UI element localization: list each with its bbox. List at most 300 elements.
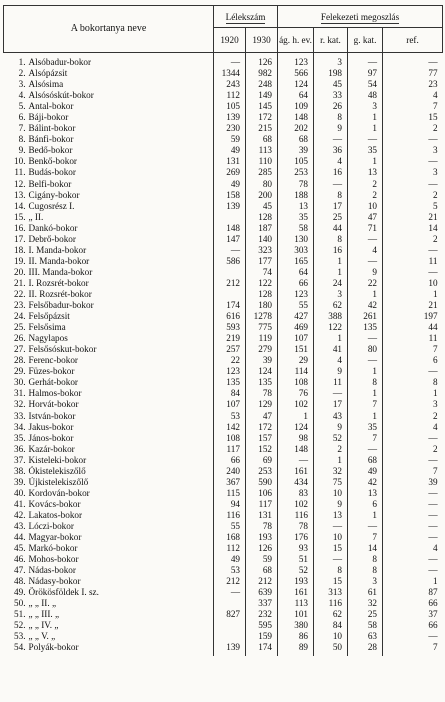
cell-ag-h-ev: 123 [278, 289, 314, 300]
cell-1920: 66 [214, 455, 246, 466]
row-name: Újkistelekiszőlő [28, 476, 89, 487]
row-name: I. Rozsrét-bokor [28, 277, 89, 288]
cell-g-kat: 2 [348, 179, 383, 190]
table-row [4, 134, 443, 145]
cell-ref: 7 [383, 642, 443, 655]
cell-1930: 124 [246, 366, 278, 377]
table-row [4, 510, 443, 521]
cell-name [4, 123, 214, 134]
cell-ag-h-ev: 148 [278, 112, 314, 123]
row-name: „ „ V. „ [28, 631, 56, 642]
table-row [4, 466, 443, 477]
cell-1920: 827 [214, 609, 246, 620]
cell-r-kat: 1 [314, 455, 348, 466]
cell-1920: 257 [214, 344, 246, 355]
cell-name [4, 532, 214, 543]
cell-r-kat: 388 [314, 311, 348, 322]
row-name: Halmos-bokor [28, 388, 82, 399]
cell-1920: 108 [214, 433, 246, 444]
table-row [4, 123, 443, 134]
cell-r-kat: 13 [314, 510, 348, 521]
cell-ag-h-ev: 114 [278, 366, 314, 377]
cell-1930: 126 [246, 543, 278, 554]
cell-1930: 117 [246, 499, 278, 510]
cell-1930: 1278 [246, 311, 278, 322]
cell-g-kat: 7 [348, 433, 383, 444]
cell-name [4, 609, 214, 620]
cell-ag-h-ev: 193 [278, 576, 314, 587]
cell-r-kat: 17 [314, 201, 348, 212]
cell-ref: — [383, 488, 443, 499]
cell-ag-h-ev: 66 [278, 278, 314, 289]
row-name: Benkő-bokor [28, 156, 77, 167]
cell-g-kat: 13 [348, 167, 383, 178]
table-row [4, 101, 443, 112]
row-name: Felsősima [28, 322, 66, 333]
cell-g-kat: 32 [348, 598, 383, 609]
cell-g-kat: — [348, 53, 383, 69]
cell-g-kat: 4 [348, 245, 383, 256]
row-number: 14. [14, 200, 26, 211]
row-name: Cigány-bokor [28, 189, 80, 200]
cell-name [4, 90, 214, 101]
cell-r-kat: 9 [314, 499, 348, 510]
cell-1930: 174 [246, 642, 278, 655]
cell-1930: 128 [246, 289, 278, 300]
cell-g-kat: 68 [348, 455, 383, 466]
cell-1920: 593 [214, 322, 246, 333]
cell-ag-h-ev: 202 [278, 123, 314, 134]
row-number: 30. [14, 377, 26, 388]
cell-1930: 232 [246, 609, 278, 620]
cell-1930: 106 [246, 488, 278, 499]
row-number: 33. [14, 410, 26, 421]
cell-ag-h-ev: 123 [278, 53, 314, 69]
cell-1920 [214, 289, 246, 300]
cell-1920: 53 [214, 565, 246, 576]
cell-1920: 59 [214, 134, 246, 145]
cell-1920: 135 [214, 377, 246, 388]
cell-name [4, 399, 214, 410]
cell-g-kat: — [348, 256, 383, 267]
cell-1930: 180 [246, 300, 278, 311]
cell-name [4, 245, 214, 256]
cell-g-kat: 1 [348, 388, 383, 399]
cell-ref: 2 [383, 190, 443, 201]
cell-ag-h-ev: 469 [278, 322, 314, 333]
cell-g-kat: 1 [348, 366, 383, 377]
cell-g-kat: — [348, 234, 383, 245]
cell-ref: 39 [383, 477, 443, 488]
row-number: 5. [18, 101, 26, 112]
cell-1920: 212 [214, 576, 246, 587]
cell-1930: 145 [246, 101, 278, 112]
cell-ag-h-ev: 380 [278, 620, 314, 631]
cell-name [4, 156, 214, 167]
cell-r-kat: 122 [314, 322, 348, 333]
row-number: 21. [14, 277, 26, 288]
cell-ref: — [383, 245, 443, 256]
cell-ref: 11 [383, 333, 443, 344]
row-number: 45. [14, 543, 26, 554]
cell-ag-h-ev: 64 [278, 90, 314, 101]
cell-name [4, 620, 214, 631]
row-name: Horvát-bokor [28, 399, 79, 410]
col-ref-header: ref. [383, 28, 443, 53]
cell-ref: 23 [383, 79, 443, 90]
row-name: Nagylapos [28, 333, 68, 344]
table-row [4, 223, 443, 234]
cell-1920: 123 [214, 366, 246, 377]
col-1930-header: 1930 [246, 28, 278, 53]
cell-1930: 80 [246, 179, 278, 190]
cell-ref: 4 [383, 543, 443, 554]
cell-ag-h-ev: 105 [278, 156, 314, 167]
cell-r-kat: 313 [314, 587, 348, 598]
cell-1930: 78 [246, 521, 278, 532]
row-name: „ „ IV. „ [28, 620, 59, 631]
cell-ag-h-ev: 176 [278, 532, 314, 543]
cell-ag-h-ev: 130 [278, 234, 314, 245]
row-name: I. Manda-bokor [28, 244, 87, 255]
table-row [4, 112, 443, 123]
row-number: 29. [14, 366, 26, 377]
cell-1920 [214, 212, 246, 223]
cell-1920 [214, 620, 246, 631]
cell-1920: 117 [214, 444, 246, 455]
cell-name [4, 377, 214, 388]
cell-name [4, 53, 214, 69]
cell-ref: 7 [383, 344, 443, 355]
cell-ref: 66 [383, 620, 443, 631]
cell-name [4, 587, 214, 598]
cell-name [4, 300, 214, 311]
cell-ag-h-ev: 566 [278, 68, 314, 79]
row-number: 32. [14, 399, 26, 410]
cell-1930: 595 [246, 620, 278, 631]
lelekszam-group-label: Lélekszám [225, 11, 266, 22]
cell-r-kat: 75 [314, 477, 348, 488]
table-row [4, 300, 443, 311]
cell-1930: 149 [246, 90, 278, 101]
cell-1920 [214, 267, 246, 278]
cell-r-kat: 10 [314, 631, 348, 642]
cell-ag-h-ev: — [278, 455, 314, 466]
row-number: 10. [14, 156, 26, 167]
cell-r-kat: — [314, 179, 348, 190]
row-name: „ II. [28, 211, 44, 222]
cell-r-kat: 24 [314, 278, 348, 289]
cell-name [4, 79, 214, 90]
cell-1920: 219 [214, 333, 246, 344]
row-number: 1. [18, 57, 26, 67]
cell-name [4, 455, 214, 466]
row-name: Örökösföldek I. sz. [28, 587, 99, 598]
cell-r-kat: 33 [314, 90, 348, 101]
row-name: János-bokor [28, 432, 74, 443]
cell-ref: 14 [383, 223, 443, 234]
row-number: 47. [14, 565, 26, 576]
col-r-kat-header: r. kat. [314, 28, 348, 53]
cell-r-kat: 1 [314, 256, 348, 267]
cell-name [4, 201, 214, 212]
cell-g-kat: 8 [348, 377, 383, 388]
cell-r-kat: 3 [314, 289, 348, 300]
cell-1930: 45 [246, 201, 278, 212]
name-column-header: A bokortanya neve [4, 6, 214, 53]
cell-r-kat: 25 [314, 212, 348, 223]
row-number: 6. [18, 112, 26, 123]
row-name: Budás-bokor [28, 167, 76, 178]
cell-r-kat: 4 [314, 355, 348, 366]
cell-1920: 105 [214, 101, 246, 112]
cell-r-kat: 15 [314, 543, 348, 554]
cell-1930: 248 [246, 79, 278, 90]
cell-r-kat: 41 [314, 344, 348, 355]
row-name: Alsósima [28, 79, 64, 90]
cell-g-kat: 3 [348, 101, 383, 112]
cell-r-kat: 17 [314, 399, 348, 410]
cell-g-kat: 6 [348, 499, 383, 510]
cell-g-kat: 28 [348, 642, 383, 655]
cell-ag-h-ev: 78 [278, 179, 314, 190]
cell-ag-h-ev: 434 [278, 477, 314, 488]
cell-name [4, 112, 214, 123]
cell-ref: 77 [383, 68, 443, 79]
row-number: 22. [14, 288, 26, 299]
cell-1920: 112 [214, 543, 246, 554]
cell-g-kat: 8 [348, 565, 383, 576]
row-name: Cugosrész I. [28, 200, 75, 211]
cell-g-kat: 35 [348, 145, 383, 156]
cell-1930: 285 [246, 167, 278, 178]
cell-ag-h-ev: 303 [278, 245, 314, 256]
cell-g-kat: — [348, 355, 383, 366]
cell-1920: 49 [214, 145, 246, 156]
row-number: 51. [14, 609, 26, 620]
cell-1920: 139 [214, 201, 246, 212]
cell-ag-h-ev: 102 [278, 499, 314, 510]
cell-r-kat: 4 [314, 156, 348, 167]
row-number: 53. [14, 631, 26, 642]
cell-name [4, 311, 214, 322]
cell-1930: 172 [246, 112, 278, 123]
cell-name [4, 267, 214, 278]
cell-ag-h-ev: 93 [278, 543, 314, 554]
cell-name [4, 179, 214, 190]
row-name: Lóczi-bokor [28, 520, 74, 531]
table-row [4, 388, 443, 399]
cell-ref: 3 [383, 145, 443, 156]
cell-g-kat: 13 [348, 488, 383, 499]
cell-1920: 94 [214, 499, 246, 510]
cell-g-kat: 48 [348, 90, 383, 101]
cell-r-kat: 3 [314, 53, 348, 69]
cell-ag-h-ev: 1 [278, 411, 314, 422]
cell-1930: 122 [246, 278, 278, 289]
table-row [4, 477, 443, 488]
row-number: 31. [14, 388, 26, 399]
cell-g-kat: 61 [348, 587, 383, 598]
row-name: Markó-bokor [28, 543, 78, 554]
cell-r-kat: 1 [314, 267, 348, 278]
table-row [4, 620, 443, 631]
cell-r-kat: 198 [314, 68, 348, 79]
cell-r-kat: 8 [314, 112, 348, 123]
row-name: II. Rozsrét-bokor [28, 288, 92, 299]
cell-g-kat: 10 [348, 201, 383, 212]
cell-1930: 128 [246, 212, 278, 223]
cell-g-kat: 1 [348, 289, 383, 300]
row-number: 36. [14, 443, 26, 454]
cell-r-kat: 9 [314, 422, 348, 433]
row-name: II. Manda-bokor [28, 255, 90, 266]
cell-1930: 59 [246, 554, 278, 565]
cell-1920: 240 [214, 466, 246, 477]
cell-g-kat: 7 [348, 532, 383, 543]
cell-ref: — [383, 565, 443, 576]
cell-1930: 119 [246, 333, 278, 344]
cell-1930: 159 [246, 631, 278, 642]
cell-ref: — [383, 433, 443, 444]
row-number: 4. [18, 90, 26, 101]
cell-ag-h-ev: 55 [278, 300, 314, 311]
cell-1920: 243 [214, 79, 246, 90]
cell-ag-h-ev: 102 [278, 399, 314, 410]
cell-name [4, 499, 214, 510]
cell-ag-h-ev: 98 [278, 433, 314, 444]
cell-r-kat: 32 [314, 466, 348, 477]
cell-g-kat: 2 [348, 190, 383, 201]
table-row [4, 642, 443, 655]
row-name: Debrő-bokor [28, 233, 76, 244]
cell-g-kat: 135 [348, 322, 383, 333]
cell-name [4, 521, 214, 532]
row-number: 15. [14, 211, 26, 222]
row-name: Belfi-bokor [28, 178, 72, 189]
row-number: 52. [14, 620, 26, 631]
cell-name [4, 631, 214, 642]
cell-ref: — [383, 156, 443, 167]
cell-ag-h-ev: 165 [278, 256, 314, 267]
cell-ag-h-ev: 86 [278, 631, 314, 642]
row-name: Bálint-bokor [28, 123, 76, 134]
cell-ag-h-ev: 29 [278, 355, 314, 366]
cell-ag-h-ev: 124 [278, 79, 314, 90]
cell-r-kat: 11 [314, 377, 348, 388]
table-row [4, 289, 443, 300]
cell-r-kat: 44 [314, 223, 348, 234]
cell-g-kat: 80 [348, 344, 383, 355]
cell-ag-h-ev: 68 [278, 134, 314, 145]
cell-name [4, 543, 214, 554]
cell-1930: 212 [246, 576, 278, 587]
cell-1930: 68 [246, 565, 278, 576]
cell-g-kat: 3 [348, 576, 383, 587]
row-number: 13. [14, 189, 26, 200]
row-name: Ferenc-bokor [28, 355, 78, 366]
row-number: 9. [18, 145, 26, 156]
cell-1920: — [214, 587, 246, 598]
cell-ref: 1 [383, 576, 443, 587]
cell-g-kat: 1 [348, 112, 383, 123]
cell-ref: — [383, 554, 443, 565]
cell-name [4, 190, 214, 201]
header-row-top [4, 6, 443, 28]
row-name: Polyák-bokor [28, 642, 79, 653]
cell-ag-h-ev: 83 [278, 488, 314, 499]
table-row [4, 631, 443, 642]
table-row [4, 90, 443, 101]
row-number: 54. [14, 642, 26, 653]
table-row [4, 377, 443, 388]
cell-g-kat: 58 [348, 620, 383, 631]
cell-ag-h-ev: 108 [278, 377, 314, 388]
cell-g-kat: — [348, 134, 383, 145]
cell-name [4, 576, 214, 587]
table-row [4, 179, 443, 190]
cell-ag-h-ev: 58 [278, 223, 314, 234]
col-g-kat-header: g. kat. [348, 28, 383, 53]
row-name: Nádas-bokor [28, 565, 76, 576]
cell-g-kat: 22 [348, 278, 383, 289]
cell-1930: 74 [246, 267, 278, 278]
row-name: Báji-bokor [28, 112, 69, 123]
cell-r-kat: 2 [314, 444, 348, 455]
row-number: 12. [14, 178, 26, 189]
cell-1920: 142 [214, 422, 246, 433]
row-name: Lakatos-bokor [28, 509, 83, 520]
cell-g-kat: 54 [348, 79, 383, 90]
row-name: Felsősóskut-bokor [28, 344, 97, 355]
cell-1930: 157 [246, 433, 278, 444]
cell-ag-h-ev: 89 [278, 642, 314, 655]
table-row [4, 532, 443, 543]
table-row [4, 245, 443, 256]
cell-ref: — [383, 267, 443, 278]
cell-1930: 135 [246, 377, 278, 388]
cell-1920: 131 [214, 156, 246, 167]
cell-1930: 193 [246, 532, 278, 543]
cell-r-kat: 50 [314, 642, 348, 655]
cell-ref: 8 [383, 377, 443, 388]
cell-ag-h-ev: 116 [278, 510, 314, 521]
cell-name [4, 167, 214, 178]
table-row [4, 521, 443, 532]
table-row [4, 366, 443, 377]
cell-name [4, 223, 214, 234]
row-number: 11. [14, 167, 26, 178]
row-name: Antal-bokor [28, 101, 74, 112]
cell-1920: 616 [214, 311, 246, 322]
table-row [4, 344, 443, 355]
table-row [4, 68, 443, 79]
cell-1930: 177 [246, 256, 278, 267]
row-name: Jakus-bokor [28, 421, 74, 432]
row-name: Alsóbadur-bokor [28, 57, 92, 67]
cell-ref: 21 [383, 300, 443, 311]
cell-ref: — [383, 510, 443, 521]
cell-1920: 367 [214, 477, 246, 488]
row-number: 18. [14, 244, 26, 255]
cell-ref: 44 [383, 322, 443, 333]
row-name: III. Manda-bokor [28, 266, 93, 277]
cell-name [4, 145, 214, 156]
row-number: 23. [14, 300, 26, 311]
cell-ref: — [383, 366, 443, 377]
table-row [4, 422, 443, 433]
cell-ref: 6 [383, 355, 443, 366]
